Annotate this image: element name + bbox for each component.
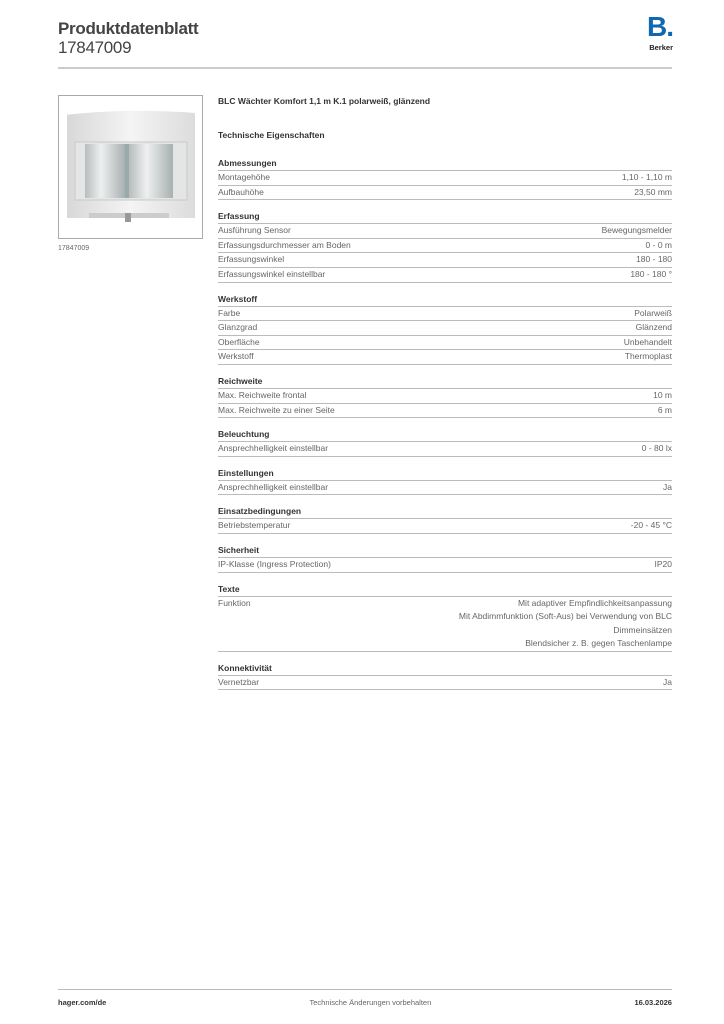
product-image <box>58 95 203 239</box>
header-divider <box>58 67 672 69</box>
property-value: 23,50 mm <box>634 186 672 197</box>
product-number: 17847009 <box>58 38 132 57</box>
property-row <box>218 239 672 254</box>
product-title: BLC Wächter Komfort 1,1 m K.1 polarweiß, glänzend <box>218 96 431 106</box>
property-label: Ansprechhelligkeit einstellbar <box>218 443 329 454</box>
property-section <box>218 426 672 457</box>
property-row <box>218 558 672 573</box>
image-caption: 17847009 <box>58 245 90 252</box>
property-value: 180 - 180 ° <box>630 268 672 279</box>
property-label: Max. Reichweite zu einer Seite <box>218 404 335 415</box>
logo-letter: B. <box>647 11 673 42</box>
property-label: Funktion <box>218 597 251 608</box>
property-value: 0 - 0 m <box>645 239 672 250</box>
footer-website[interactable]: hager.com/de <box>58 998 107 1007</box>
technical-properties-heading: Technische Eigenschaften <box>218 130 325 140</box>
property-label: Max. Reichweite frontal <box>218 389 307 400</box>
property-section <box>218 208 672 282</box>
property-row <box>218 224 672 239</box>
section-heading: Einstellungen <box>218 465 672 481</box>
logo-text: Berker <box>649 43 673 52</box>
section-heading: Abmessungen <box>218 155 672 171</box>
property-value: 10 m <box>653 389 672 400</box>
property-value-line: Mit adaptiver Empfindlichkeitsanpassung <box>517 597 672 608</box>
footer-disclaimer: Technische Änderungen vorbehalten <box>309 998 432 1007</box>
property-label: Erfassungswinkel einstellbar <box>218 268 326 279</box>
property-label: Vernetzbar <box>218 676 260 687</box>
property-row <box>218 442 672 457</box>
property-row <box>218 350 672 365</box>
property-row <box>218 336 672 351</box>
property-section <box>218 542 672 573</box>
property-section <box>218 503 672 534</box>
property-row <box>218 307 672 322</box>
property-row <box>218 404 672 419</box>
property-label: Glanzgrad <box>218 322 258 333</box>
property-value-line: Blendsicher z. B. gegen Taschenlampe <box>525 638 672 649</box>
property-value: 180 - 180 <box>636 254 672 265</box>
property-value: Ja <box>663 481 672 492</box>
property-value <box>459 597 672 651</box>
property-label: Farbe <box>218 307 241 318</box>
product-details <box>218 96 672 698</box>
property-section <box>218 155 672 200</box>
property-row <box>218 171 672 186</box>
property-row <box>218 519 672 534</box>
property-row <box>218 597 672 652</box>
property-value: Glänzend <box>635 322 672 333</box>
property-value: Bewegungsmelder <box>601 225 672 236</box>
property-label: Oberfläche <box>218 336 260 347</box>
property-section <box>218 660 672 691</box>
berker-logo <box>636 12 673 52</box>
section-heading: Sicherheit <box>218 542 672 558</box>
section-heading: Erfassung <box>218 208 672 224</box>
property-label: Ausführung Sensor <box>218 225 291 236</box>
property-label: IP-Klasse (Ingress Protection) <box>218 558 331 569</box>
property-sections <box>218 155 672 690</box>
property-value: Ja <box>663 676 672 687</box>
section-heading: Beleuchtung <box>218 426 672 442</box>
property-row <box>218 268 672 283</box>
footer-date: 16.03.2026 <box>634 998 672 1007</box>
section-heading: Werkstoff <box>218 291 672 307</box>
property-value-line: Mit Abdimmfunktion (Soft-Aus) bei Verwendung von BLC <box>458 611 672 622</box>
property-value: 0 - 80 lx <box>641 443 672 454</box>
footer <box>58 989 672 1008</box>
property-section <box>218 373 672 418</box>
property-label: Ansprechhelligkeit einstellbar <box>218 481 329 492</box>
property-row <box>218 676 672 691</box>
property-row <box>218 186 672 201</box>
property-value: Polarweiß <box>634 307 672 318</box>
property-section <box>218 291 672 365</box>
property-row <box>218 389 672 404</box>
page-title: Produktdatenblatt <box>58 19 199 38</box>
motion-sensor-illustration <box>59 96 202 238</box>
property-row <box>218 481 672 496</box>
property-section <box>218 581 672 652</box>
section-heading: Einsatzbedingungen <box>218 503 672 519</box>
property-label: Erfassungswinkel <box>218 254 285 265</box>
property-label: Betriebstemperatur <box>218 520 291 531</box>
section-heading: Konnektivität <box>218 660 672 676</box>
property-label: Werkstoff <box>218 351 254 362</box>
property-section <box>218 465 672 496</box>
property-value: 6 m <box>657 404 672 415</box>
property-label: Erfassungsdurchmesser am Boden <box>218 239 351 250</box>
property-value: Unbehandelt <box>623 336 672 347</box>
property-label: Aufbauhöhe <box>218 186 264 197</box>
property-value: 1,10 - 1,10 m <box>621 172 672 182</box>
property-label: Montagehöhe <box>218 172 270 182</box>
property-value: IP20 <box>654 558 672 569</box>
property-value: -20 - 45 °C <box>630 520 672 531</box>
property-row <box>218 253 672 268</box>
section-heading: Reichweite <box>218 373 672 389</box>
property-value-line: Dimmeinsätzen <box>613 624 672 635</box>
property-value: Thermoplast <box>624 351 672 362</box>
section-heading: Texte <box>218 581 672 597</box>
property-row <box>218 321 672 336</box>
